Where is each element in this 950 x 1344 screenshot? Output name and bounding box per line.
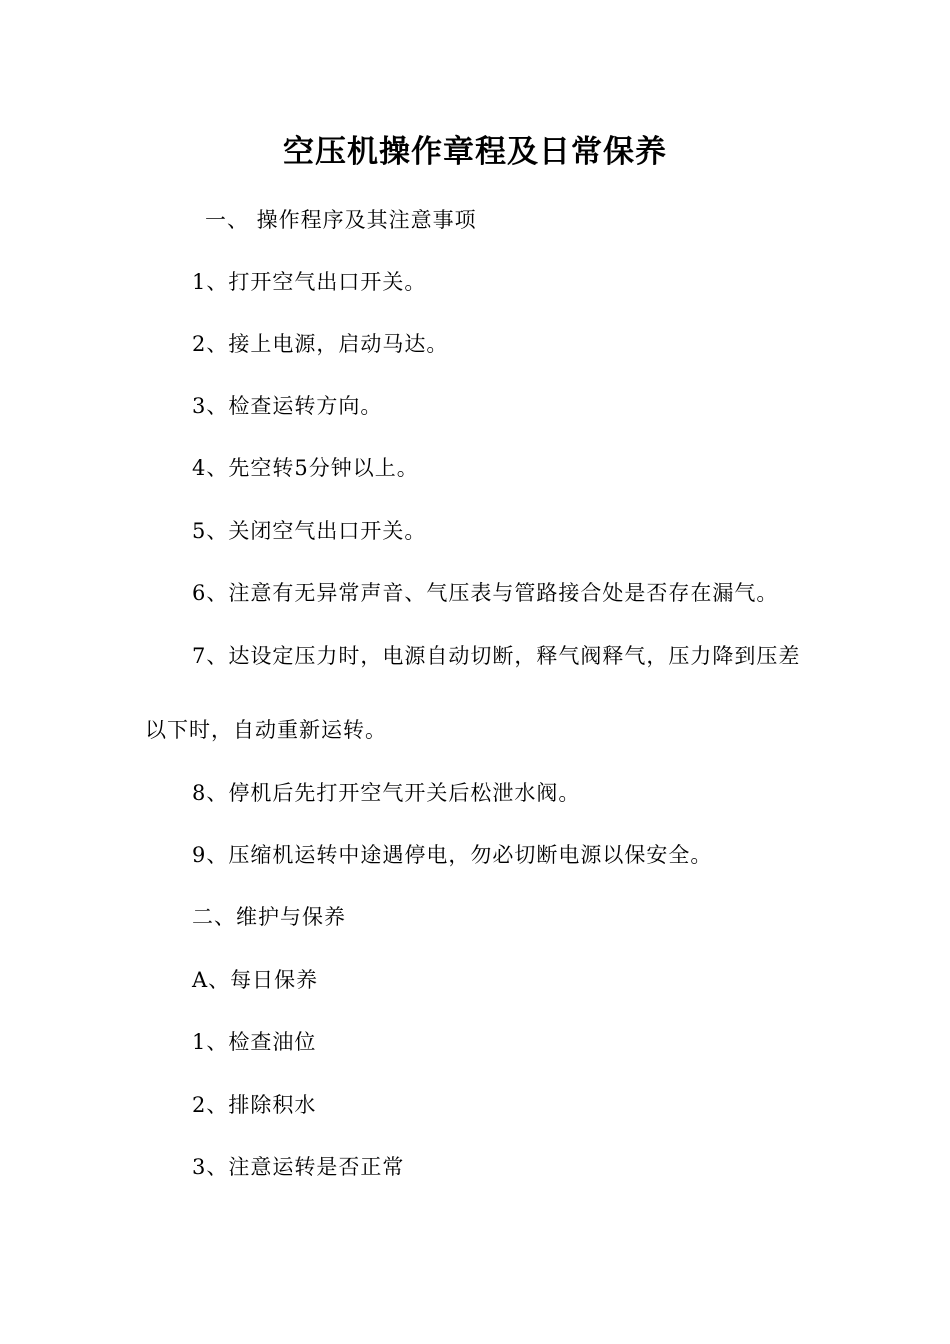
section-heading-operation: 一、 操作程序及其注意事项 — [205, 208, 477, 232]
document-title: 空压机操作章程及日常保养 — [283, 134, 667, 170]
paragraph-item: 5、关闭空气出口开关。 — [192, 519, 427, 543]
paragraph-item: 6、注意有无异常声音、气压表与管路接合处是否存在漏气。 — [192, 581, 779, 605]
paragraph-item: 8、停机后先打开空气开关后松泄水阀。 — [192, 781, 581, 805]
paragraph-item: 9、压缩机运转中途遇停电，勿必切断电源以保安全。 — [192, 843, 713, 867]
paragraph-item: 2、排除积水 — [192, 1093, 317, 1117]
section-heading-maintenance: 二、维护与保养 — [192, 905, 346, 929]
subsection-heading-daily: A、每日保养 — [192, 968, 319, 992]
paragraph-item: 3、注意运转是否正常 — [192, 1155, 405, 1179]
paragraph-item: 4、先空转5分钟以上。 — [192, 456, 419, 480]
paragraph-item: 7、达设定压力时，电源自动切断，释气阀释气，压力降到压差 — [192, 644, 801, 668]
paragraph-continuation: 以下时，自动重新运转。 — [145, 718, 387, 742]
paragraph-item: 1、打开空气出口开关。 — [192, 270, 427, 294]
paragraph-item: 1、检查油位 — [192, 1030, 317, 1054]
paragraph-item: 2、接上电源，启动马达。 — [192, 332, 449, 356]
paragraph-item: 3、检查运转方向。 — [192, 394, 383, 418]
